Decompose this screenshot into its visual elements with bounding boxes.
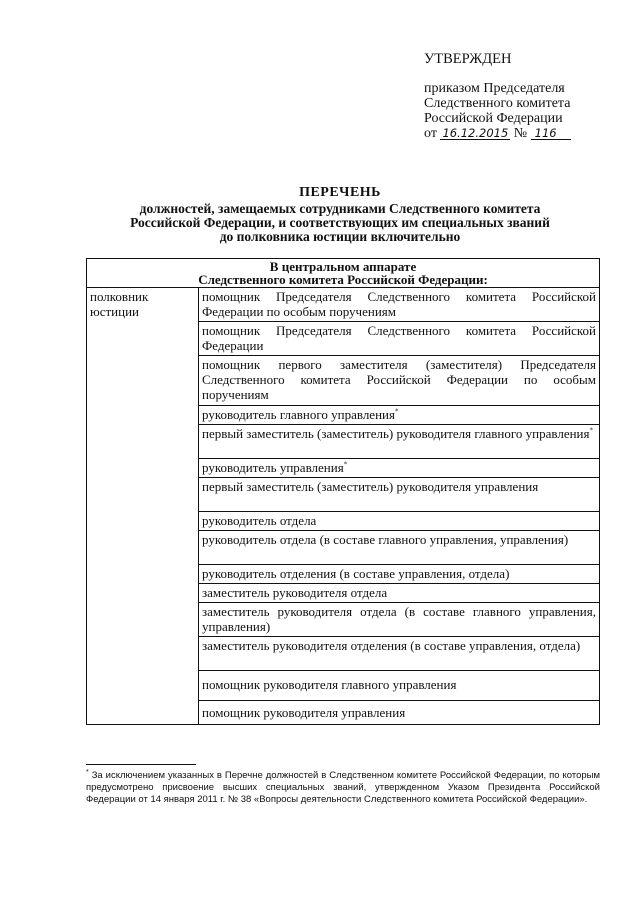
position-text: первый заместитель (заместитель) руководителя главного управления <box>202 426 590 441</box>
approval-line-3: Российской Федерации <box>424 111 563 126</box>
position-cell: заместитель руководителя отделения (в составе управления, отдела) <box>199 637 600 671</box>
position-cell: помощник первого заместителя (заместителя) Председателя Следственного комитета Российской Федерации по особым поручениям <box>199 356 600 406</box>
position-cell <box>199 406 600 425</box>
footnote-text: За исключением указанных в Перечне должностей в Следственном комитете Российской Федерации, по которым предусмотрено присвоение высших специальных званий, утвержденном Указом Президента Российской Федерации от 14 января 2011 г. № 38 «Вопросы деятельности Следственного комитета Российской Федерации». <box>86 770 600 805</box>
section-header-line-1: В центральном аппарате <box>269 259 417 274</box>
date-prefix: от <box>424 126 437 141</box>
title-main: ПЕРЕЧЕНЬ <box>299 185 381 200</box>
approval-stamp: УТВЕРЖДЕН <box>424 51 512 67</box>
section-header-row <box>87 259 600 288</box>
position-cell: заместитель руководителя отдела <box>199 584 600 603</box>
title-line-2: Российской Федерации, и соответствующих им специальных званий <box>130 215 550 230</box>
footnote <box>86 770 600 806</box>
section-header-line-2: Следственного комитета Российской Федерации: <box>198 272 488 287</box>
rank-cell: полковник юстиции <box>87 288 199 725</box>
title-line-1: должностей, замещаемых сотрудниками Следственного комитета <box>139 201 541 216</box>
approval-date-line <box>424 126 571 141</box>
footnote-divider <box>86 764 196 765</box>
position-cell: помощник руководителя управления <box>199 701 600 725</box>
footnote-marker: * <box>86 768 89 776</box>
position-cell: руководитель отдела <box>199 512 600 531</box>
position-cell: помощник Председателя Следственного комитета Российской Федерации по особым поручениям <box>199 288 600 322</box>
document-title <box>80 186 600 244</box>
footnote-mark: * <box>394 407 399 416</box>
table-row <box>87 288 600 322</box>
position-cell: руководитель отдела (в составе главного управления, управления) <box>199 531 600 565</box>
number-prefix: № <box>513 126 528 141</box>
footnote-mark: * <box>589 426 593 435</box>
position-cell: руководитель отделения (в составе управления, отдела) <box>199 565 600 584</box>
position-cell: помощник руководителя главного управления <box>199 671 600 701</box>
position-text: руководитель управления <box>202 460 344 475</box>
position-cell <box>199 459 600 478</box>
positions-table <box>86 258 600 725</box>
handwritten-number: 116 <box>531 127 571 140</box>
section-header <box>87 259 600 288</box>
approval-block <box>424 52 571 141</box>
footnote-mark: * <box>343 460 348 469</box>
title-line-3: до полковника юстиции включительно <box>219 229 461 244</box>
position-text: руководитель главного управления <box>202 407 395 422</box>
approval-line-1: приказом Председателя <box>424 81 565 96</box>
position-cell <box>199 425 600 459</box>
position-cell: помощник Председателя Следственного комитета Российской Федерации <box>199 322 600 356</box>
position-cell: заместитель руководителя отдела (в составе главного управления, управления) <box>199 603 600 637</box>
position-cell: первый заместитель (заместитель) руководителя управления <box>199 478 600 512</box>
handwritten-date: 16.12.2015 <box>442 126 509 140</box>
approval-line-2: Следственного комитета <box>424 96 571 111</box>
